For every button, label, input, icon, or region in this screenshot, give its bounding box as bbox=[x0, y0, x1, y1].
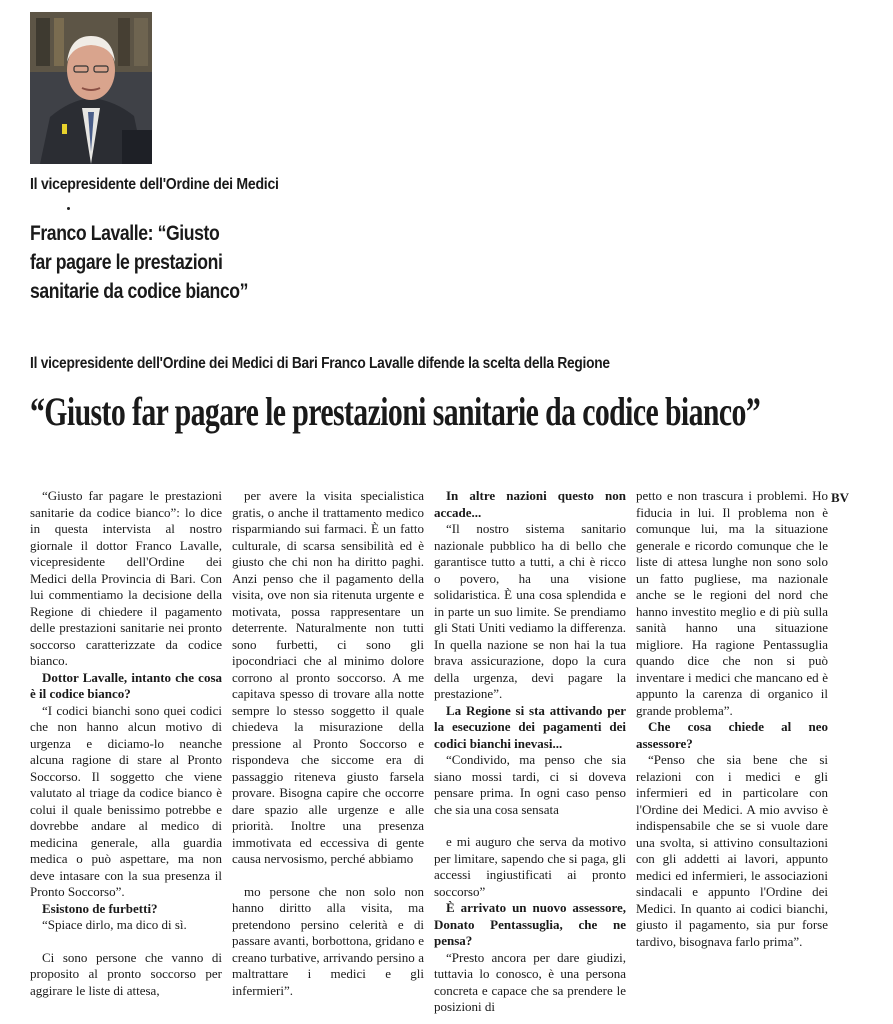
interview-question: Dottor Lavalle, intanto che cosa è il codice bianco? bbox=[30, 669, 222, 701]
article-paragraph: “Giusto far pagare le prestazioni sanitarie da codice bianco”: lo dice in questa intervista al nostro giornale il dottor Franco Lavalle, vicepresidente dell'Ordine dei Medici della Provincia di Bari. Con lui commentiamo la decisione della Regione di chiedere il pagamento delle prestazioni sanitarie nei pronto soccorso caratterizzate da codice bianco. bbox=[30, 488, 222, 668]
article-paragraph: “Spiace dirlo, ma dico di sì. bbox=[42, 917, 187, 932]
teaser-title bbox=[30, 219, 282, 306]
article-paragraph: Ci sono persone che vanno di proposito al pronto soccorso per aggirare le liste di attesa, bbox=[30, 949, 222, 998]
article-paragraph: “Presto ancora per dare giudizi, tuttavia lo conosco, è una persona concreta e capace che sa prendere le posizioni di bbox=[434, 949, 626, 1014]
article-paragraph: “Il nostro sistema sanitario nazionale pubblico ha di bello che garantisce tutto a tutti, a chi è ricco o povero, ha una visione solidaristica. È una cosa splendida e in parte un suo limite. Se prendiamo gli Stati Uniti vediamo la differenza. In quella nazione se non hai la tua brava assicurazione, dopo la cura della urgenza, devi pagare la prestazione”. bbox=[434, 521, 626, 701]
teaser-line-2: far pagare le prestazioni bbox=[30, 251, 223, 274]
article-paragraph: per avere la visita specialistica gratis, o anche il trattamento medico risparmiando sui farmaci. È un fatto culturale, di scarsa sensibilità ed è giusto che chi non ha diritto paghi. Anzi penso che il pagamento della visita, ove non sia ritenuta urgente e motivata, possa rappresentare un deterrente. Naturalmente non tutti sono furbetti, ci sono gli ipocondriaci che al minimo dolore corrono al pronto soccorso. A me capitava spesso di trovare alla notte sempre lo stesso soggetto il quale chiedeva la misurazione della pressione al Pronto Soccorso e rispondeva che siccome era di passaggio riteneva giusto farsela provare. Bisogna capire che occorre dare spazio alle urgenze e alle priorità. Inoltre una presenza immotivata ed eccessiva di gente causa nervosismo, perché abbiamo bbox=[232, 488, 424, 866]
author-signature: BV bbox=[831, 490, 850, 505]
portrait-photo bbox=[30, 12, 152, 164]
article-paragraph: petto e non trascura i problemi. Ho fiducia in lui. Il problema non è comunque lui, ma la situazione generale e ricordo comunque che le liste di attesa lunghe non sono solo un fatto pugliese, ma nazionale anche se le regioni del nord che hanno investito meglio e di più sulla sanità hanno una situazione migliore. Ha ragione Pentassuglia quando dice che non si può inventare i medici che mancano ed è appunto la carenza di organico il grande problema”. bbox=[636, 488, 828, 718]
caption-dot bbox=[67, 207, 70, 210]
teaser-line-3: sanitarie da codice bianco” bbox=[30, 280, 249, 303]
article-column-3 bbox=[434, 488, 626, 1016]
portrait-figure bbox=[30, 12, 152, 164]
article-paragraph: “Penso che sia bene che si relazioni con i medici e gli infermieri ed in particolare con l'Ordine dei Medici. A mio avviso è indispensabile che se si vuole dare una svolta, si attivino consultazioni con gli addetti ai lavori, appunto medici ed infermieri, le associazioni sindacali e appunto l'Ordine dei Medici. In quanto ai codici bianchi, giusto il pagamento, sia pur forse tardivo, bisognava farlo prima”. bbox=[636, 752, 828, 949]
article-paragraph: e mi auguro che serva da motivo per limitare, sapendo che si paga, gli accessi ingiustificati ai pronto soccorso” bbox=[434, 834, 626, 899]
interview-question: Che cosa chiede al neo assessore? bbox=[636, 719, 828, 751]
article-paragraph: mo persone che non solo non hanno diritto alla visita, ma pretendono persino celerità e di passare avanti, borbottona, gridano e creano turbative, arrivando persino a maltrattare i medici e gli infermieri”. bbox=[232, 883, 424, 998]
interview-question: È arrivato un nuovo assessore, Donato Pentassuglia, che ne pensa? bbox=[434, 900, 626, 948]
kicker: Il vicepresidente dell'Ordine dei Medici di Bari Franco Lavalle difende la scelta della Regione bbox=[30, 355, 610, 372]
teaser-line-1: Franco Lavalle: “Giusto bbox=[30, 222, 220, 245]
article-column-4 bbox=[636, 488, 828, 950]
article-column-2 bbox=[232, 488, 424, 999]
article-column-1 bbox=[30, 488, 222, 999]
interview-question: La Regione si sta attivando per la esecuzione dei pagamenti dei codici bianchi inevasi... bbox=[434, 702, 626, 751]
article-paragraph: “Condivido, ma penso che sia siano mossi tardi, ci si doveva pensare prima. In ogni caso penso che sia una cosa sensata bbox=[434, 752, 626, 817]
photo-caption: Il vicepresidente dell'Ordine dei Medici bbox=[30, 176, 279, 193]
interview-question: Esistono de furbetti? bbox=[42, 900, 158, 916]
article-paragraph: “I codici bianchi sono quei codici che non hanno alcun motivo di urgenza e diciamo-lo neanche alcuna ragione di stare al Pronto Soccorso. Il soggetto che viene valutato al triage da codice bianco è colui il quale benissimo potrebbe e dovrebbe andare al medico di medicina generale, alla guardia medica o può aspettare, ma non deve intasare con la sua presenza il Pronto Soccorso”. bbox=[30, 702, 222, 899]
interview-question: In altre nazioni questo non accade... bbox=[434, 488, 626, 520]
headline: “Giusto far pagare le prestazioni sanitarie da codice bianco” bbox=[30, 389, 761, 434]
